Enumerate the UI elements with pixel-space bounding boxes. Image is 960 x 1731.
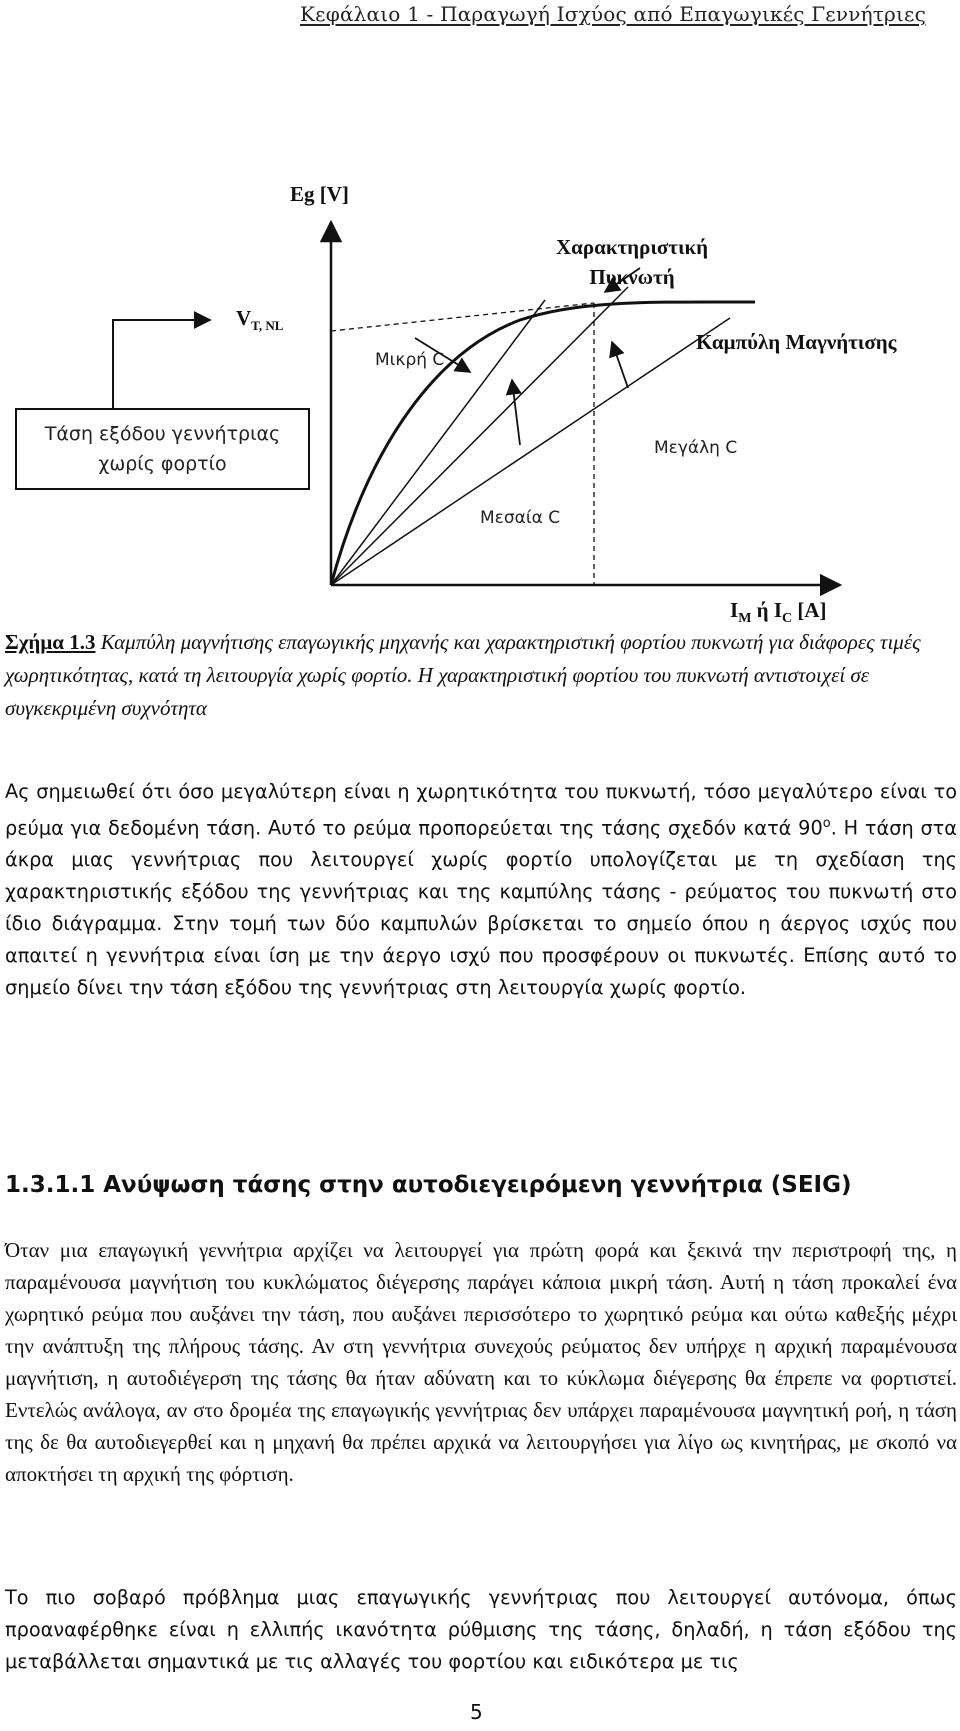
operating-point-horizontal-dash [331,303,594,331]
section-heading: 1.3.1.1 Ανύψωση τάσης στην αυτοδιεγειρόμενη γεννήτρια (SEIG) [5,1172,852,1198]
magnetization-curve-label: Καμπύλη Μαγνήτισης [696,330,897,354]
no-load-voltage-box: Τάση εξόδου γεννήτριας χωρίς φορτίο [15,408,310,490]
caption-label: Σχήμα 1.3 [5,630,96,654]
large-c-label: Μεγάλη C [654,438,738,458]
no-load-voltage-label: $V_{T, NL}$ [236,306,284,334]
running-header: Κεφάλαιο 1 - Παραγωγή Ισχύος από Επαγωγικές Γεννήτριες [300,2,926,26]
paragraph-voltage-buildup: Όταν μια επαγωγική γεννήτρια αρχίζει να λειτουργεί για πρώτη φορά και ξεκινά την περιστροφή της, η παραμένουσα μαγνήτιση του κυκλώματος διέγερσης παράγει κάποια μικρή τάση. Αυτή η τάση προκαλεί ένα χωρητικό ρεύμα που αυξάνει την τάση, που αυξάνει περισσότερο το χωρητικό ρεύμα και ούτω καθεξής μέχρι την ανάπτυξη της πλήρους τάσης. Αν στη γεννήτρια συνεχούς ρεύματος δεν υπήρχε η αρχική παραμένουσα μαγνήτιση, η αυτοδιέγερση της τάσης θα ήταν αδύνατη και το κύκλωμα διέγερσης θα έπρεπε να φορτιστεί. Εντελώς ανάλογα, αν στο δρομέα της επαγωγικής γεννήτριας δεν υπάρχει παραμένουσα μαγνητική ροή, η τάση της δε θα αυτοδιεγερθεί και η μηχανή θα πρέπει αρχικά να λειτουργήσει για λίγο ως κινητήρας, με σκοπό να αποκτήσει τη αρχική της φόρτιση. [5,1238,957,1486]
caption-text: Καμπύλη μαγνήτισης επαγωγικής μηχανής και χαρακτηριστική φορτίου πυκνωτή για διάφορες τιμές χωρητικότητας, κατά τη λειτουργία χωρίς φορτίο. Η χαρακτηριστική φορτίου του πυκνωτή αντιστοιχεί σε συγκεκριμένη συχνότητα [5,630,921,720]
paragraph-regulation-problem: Το πιο σοβαρό πρόβλημα μιας επαγωγικής γεννήτριας που λειτουργεί αυτόνομα, όπως προαναφέρθηκε είναι η ελλιπής ικανότητα ρύθμισης της τάσης, δηλαδή, η τάση εξόδου της μεταβάλλεται σημαντικά με τις αλλαγές του φορτίου και ειδικότερα με τις [5,1586,957,1673]
figure-caption [5,626,957,725]
paragraph-capacitance-note: Ας σημειωθεί ότι όσο μεγαλύτερη είναι η χωρητικότητα του πυκνωτή, τόσο μεγαλύτερο είναι το ρεύμα για δεδομένη τάση. Αυτό το ρεύμα προπορεύεται της τάσης σχεδόν κατά $90^o$. Η τάση στα άκρα μιας γεννήτριας που λειτουργεί χωρίς φορτίο υπολογίζεται με τη σχεδίαση της χαρακτηριστικής εξόδου της γεννήτριας και της καμπύλης τάσης - ρεύματος του πυκνωτή στο ίδιο διάγραμμα. Στην τομή των δύο καμπυλών βρίσκεται το σημείο όπου η άεργος ισχύς που απαιτεί η γεννήτρια είναι ίση με την άεργο ισχύ που προσφέρουν οι πυκνωτές. Επίσης αυτό το σημείο δίνει την τάση εξόδου της γεννήτριας στη λειτουργία χωρίς φορτίο. [5,780,957,1000]
page-number: 5 [470,1700,483,1724]
medium-c-line [331,287,628,585]
x-axis-label: $I_M$ ή $I_C$ [A] [730,598,827,627]
capacitor-characteristic-label: Χαρακτηριστική Πυκνωτή [556,235,709,289]
medium-c-label: Μεσαία C [480,508,561,528]
small-c-line [331,300,545,585]
small-c-label: Μικρή C [375,350,445,370]
no-load-voltage-pointer [113,320,210,408]
medium-c-pointer [512,380,520,445]
large-c-pointer [612,342,628,388]
y-axis-label: Eg [V] [290,182,349,206]
figure-magnetization-curve [0,182,960,630]
